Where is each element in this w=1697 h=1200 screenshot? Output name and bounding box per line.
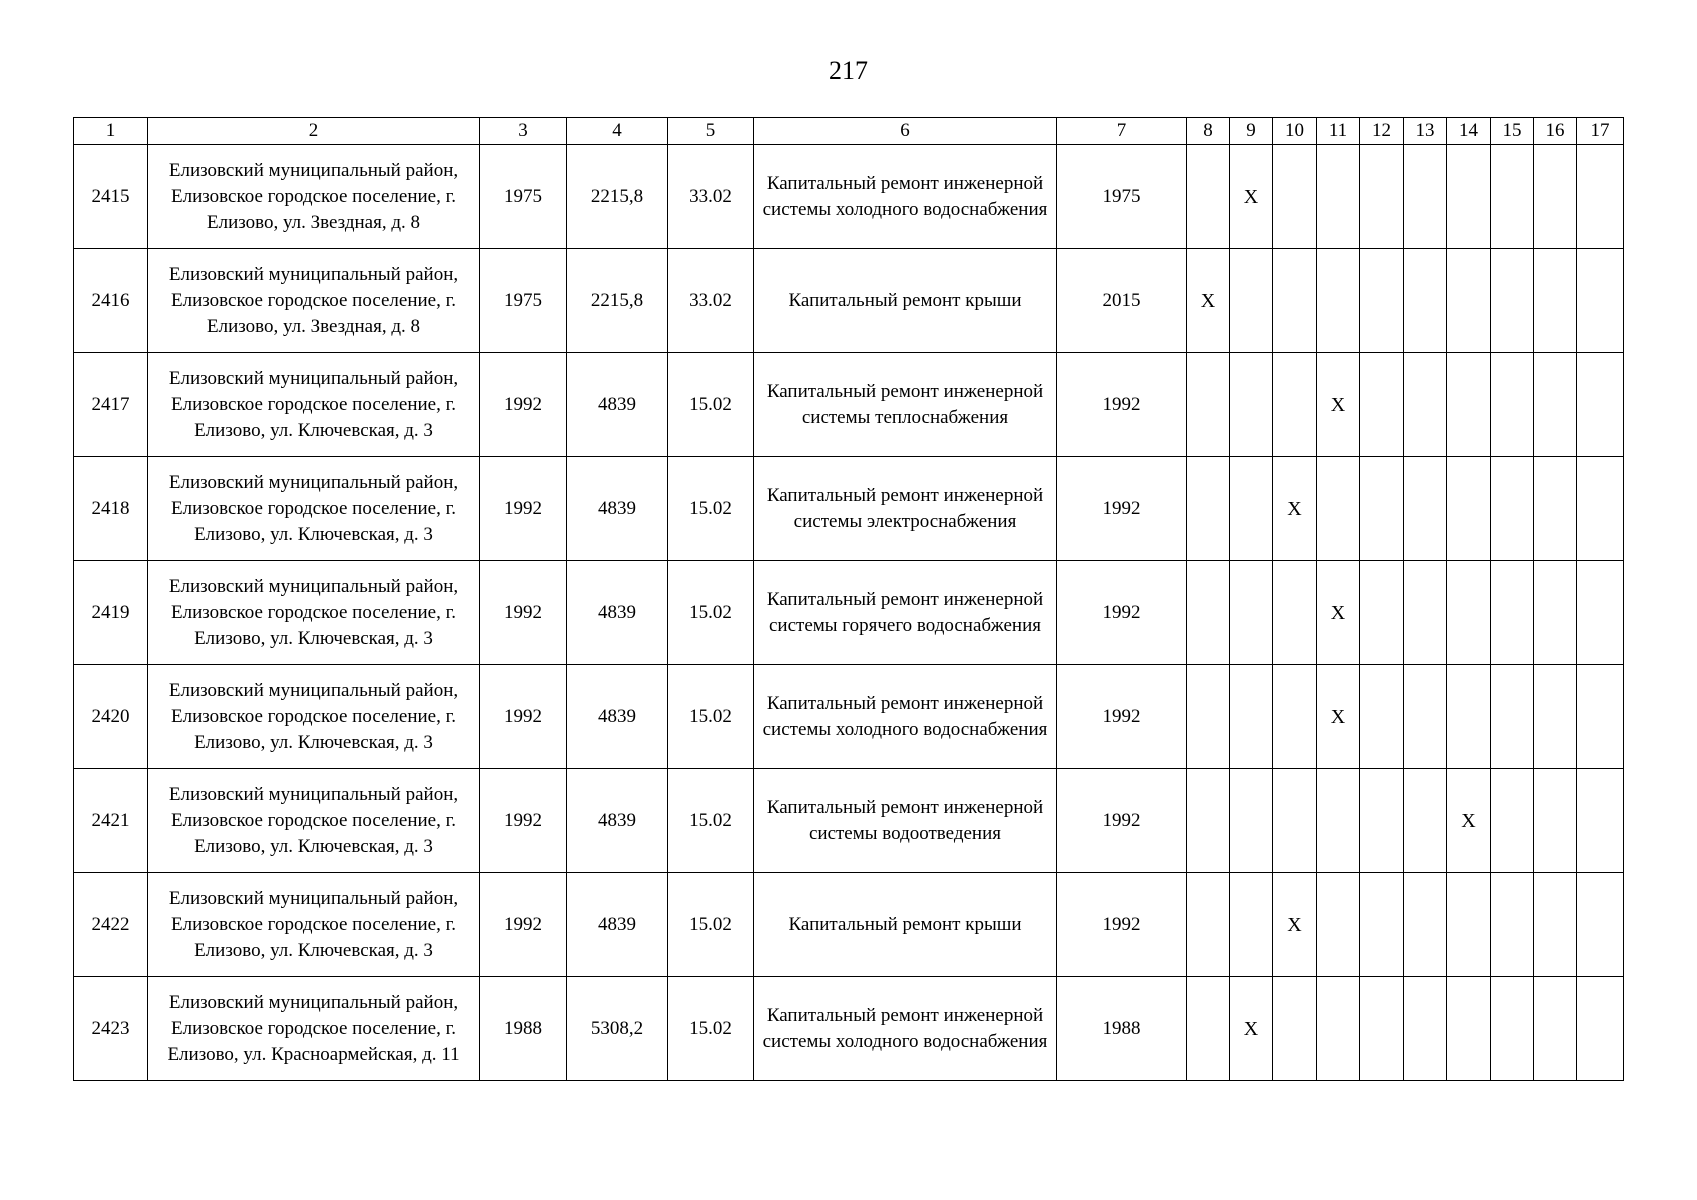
year-built-cell: 1992 xyxy=(480,665,567,769)
work-year-cell: 1992 xyxy=(1057,353,1187,457)
column-header: 10 xyxy=(1273,118,1317,145)
table-row xyxy=(74,249,1624,353)
mark-cell xyxy=(1491,561,1534,665)
mark-cell xyxy=(1577,561,1624,665)
work-year-cell: 1992 xyxy=(1057,561,1187,665)
mark-cell xyxy=(1273,249,1317,353)
work-year-cell: 1992 xyxy=(1057,665,1187,769)
address-cell: Елизовский муниципальный район, Елизовское городское поселение, г. Елизово, ул. Звездная, д. 8 xyxy=(148,145,480,249)
mark-cell xyxy=(1404,249,1447,353)
mark-cell: X xyxy=(1187,249,1230,353)
page-number: 217 xyxy=(829,56,868,85)
address-cell: Елизовский муниципальный район, Елизовское городское поселение, г. Елизово, ул. Красноармейская, д. 11 xyxy=(148,977,480,1081)
table-row xyxy=(74,977,1624,1081)
row-id-cell: 2418 xyxy=(74,457,148,561)
column-header: 5 xyxy=(668,118,754,145)
mark-cell xyxy=(1491,977,1534,1081)
mark-cell xyxy=(1360,353,1404,457)
code-cell: 15.02 xyxy=(668,457,754,561)
area-cell: 4839 xyxy=(567,561,668,665)
mark-cell xyxy=(1317,249,1360,353)
code-cell: 33.02 xyxy=(668,249,754,353)
mark-cell xyxy=(1360,561,1404,665)
mark-cell xyxy=(1360,249,1404,353)
work-type-cell: Капитальный ремонт крыши xyxy=(754,249,1057,353)
column-header: 16 xyxy=(1534,118,1577,145)
mark-cell xyxy=(1317,977,1360,1081)
work-type-cell: Капитальный ремонт инженерной системы электроснабжения xyxy=(754,457,1057,561)
mark-cell xyxy=(1404,977,1447,1081)
mark-cell xyxy=(1404,665,1447,769)
mark-cell xyxy=(1534,145,1577,249)
work-year-cell: 1992 xyxy=(1057,457,1187,561)
mark-cell xyxy=(1230,769,1273,873)
address-cell: Елизовский муниципальный район, Елизовское городское поселение, г. Елизово, ул. Ключевская, д. 3 xyxy=(148,873,480,977)
area-cell: 2215,8 xyxy=(567,145,668,249)
mark-cell xyxy=(1360,457,1404,561)
mark-cell xyxy=(1447,977,1491,1081)
work-year-cell: 1975 xyxy=(1057,145,1187,249)
mark-cell xyxy=(1187,353,1230,457)
mark-cell: X xyxy=(1317,665,1360,769)
mark-cell xyxy=(1534,249,1577,353)
table-row xyxy=(74,561,1624,665)
mark-cell xyxy=(1273,977,1317,1081)
mark-cell xyxy=(1577,145,1624,249)
row-id-cell: 2419 xyxy=(74,561,148,665)
code-cell: 15.02 xyxy=(668,353,754,457)
address-cell: Елизовский муниципальный район, Елизовское городское поселение, г. Елизово, ул. Звездная, д. 8 xyxy=(148,249,480,353)
work-type-cell: Капитальный ремонт инженерной системы теплоснабжения xyxy=(754,353,1057,457)
table-row xyxy=(74,873,1624,977)
column-header: 6 xyxy=(754,118,1057,145)
column-header: 13 xyxy=(1404,118,1447,145)
repair-register-table xyxy=(73,117,1624,1081)
mark-cell xyxy=(1447,353,1491,457)
row-id-cell: 2421 xyxy=(74,769,148,873)
work-year-cell: 1992 xyxy=(1057,769,1187,873)
mark-cell xyxy=(1273,561,1317,665)
mark-cell xyxy=(1491,665,1534,769)
mark-cell xyxy=(1360,873,1404,977)
column-header: 1 xyxy=(74,118,148,145)
mark-cell xyxy=(1577,457,1624,561)
mark-cell xyxy=(1404,561,1447,665)
mark-cell xyxy=(1447,249,1491,353)
column-header: 14 xyxy=(1447,118,1491,145)
work-type-cell: Капитальный ремонт инженерной системы водоотведения xyxy=(754,769,1057,873)
mark-cell xyxy=(1360,977,1404,1081)
mark-cell xyxy=(1491,145,1534,249)
mark-cell xyxy=(1230,249,1273,353)
row-id-cell: 2415 xyxy=(74,145,148,249)
work-year-cell: 1992 xyxy=(1057,873,1187,977)
mark-cell xyxy=(1360,665,1404,769)
code-cell: 33.02 xyxy=(668,145,754,249)
mark-cell xyxy=(1534,561,1577,665)
column-header: 11 xyxy=(1317,118,1360,145)
mark-cell: X xyxy=(1273,873,1317,977)
mark-cell xyxy=(1534,353,1577,457)
mark-cell xyxy=(1187,665,1230,769)
year-built-cell: 1992 xyxy=(480,457,567,561)
mark-cell xyxy=(1404,873,1447,977)
mark-cell xyxy=(1187,873,1230,977)
work-type-cell: Капитальный ремонт крыши xyxy=(754,873,1057,977)
mark-cell xyxy=(1447,145,1491,249)
mark-cell xyxy=(1577,249,1624,353)
work-type-cell: Капитальный ремонт инженерной системы холодного водоснабжения xyxy=(754,145,1057,249)
mark-cell xyxy=(1404,145,1447,249)
mark-cell xyxy=(1404,769,1447,873)
mark-cell: X xyxy=(1273,457,1317,561)
address-cell: Елизовский муниципальный район, Елизовское городское поселение, г. Елизово, ул. Ключевская, д. 3 xyxy=(148,665,480,769)
column-header: 8 xyxy=(1187,118,1230,145)
column-header: 4 xyxy=(567,118,668,145)
mark-cell xyxy=(1317,145,1360,249)
table-row xyxy=(74,665,1624,769)
mark-cell xyxy=(1447,457,1491,561)
mark-cell xyxy=(1273,769,1317,873)
mark-cell xyxy=(1317,769,1360,873)
mark-cell xyxy=(1491,353,1534,457)
mark-cell xyxy=(1534,977,1577,1081)
mark-cell xyxy=(1491,769,1534,873)
address-cell: Елизовский муниципальный район, Елизовское городское поселение, г. Елизово, ул. Ключевская, д. 3 xyxy=(148,457,480,561)
column-header: 12 xyxy=(1360,118,1404,145)
mark-cell: X xyxy=(1230,977,1273,1081)
area-cell: 4839 xyxy=(567,665,668,769)
mark-cell xyxy=(1491,873,1534,977)
mark-cell xyxy=(1447,561,1491,665)
mark-cell xyxy=(1447,665,1491,769)
mark-cell: X xyxy=(1447,769,1491,873)
mark-cell xyxy=(1187,457,1230,561)
mark-cell xyxy=(1230,665,1273,769)
work-type-cell: Капитальный ремонт инженерной системы горячего водоснабжения xyxy=(754,561,1057,665)
mark-cell xyxy=(1273,145,1317,249)
area-cell: 4839 xyxy=(567,769,668,873)
column-header: 7 xyxy=(1057,118,1187,145)
table-row xyxy=(74,457,1624,561)
mark-cell xyxy=(1360,145,1404,249)
mark-cell xyxy=(1534,873,1577,977)
mark-cell xyxy=(1273,353,1317,457)
code-cell: 15.02 xyxy=(668,977,754,1081)
column-number-header-row xyxy=(74,118,1624,145)
mark-cell xyxy=(1404,457,1447,561)
mark-cell xyxy=(1230,353,1273,457)
mark-cell xyxy=(1273,665,1317,769)
column-header: 3 xyxy=(480,118,567,145)
row-id-cell: 2417 xyxy=(74,353,148,457)
mark-cell xyxy=(1317,873,1360,977)
table-row xyxy=(74,145,1624,249)
mark-cell xyxy=(1317,457,1360,561)
mark-cell xyxy=(1534,457,1577,561)
code-cell: 15.02 xyxy=(668,873,754,977)
area-cell: 4839 xyxy=(567,457,668,561)
table-row xyxy=(74,769,1624,873)
table-body xyxy=(74,145,1624,1081)
mark-cell xyxy=(1577,665,1624,769)
column-header: 2 xyxy=(148,118,480,145)
row-id-cell: 2416 xyxy=(74,249,148,353)
mark-cell xyxy=(1187,561,1230,665)
column-header: 9 xyxy=(1230,118,1273,145)
mark-cell xyxy=(1577,353,1624,457)
code-cell: 15.02 xyxy=(668,769,754,873)
row-id-cell: 2420 xyxy=(74,665,148,769)
mark-cell: X xyxy=(1230,145,1273,249)
mark-cell: X xyxy=(1317,561,1360,665)
year-built-cell: 1992 xyxy=(480,769,567,873)
mark-cell xyxy=(1491,249,1534,353)
mark-cell xyxy=(1447,873,1491,977)
mark-cell xyxy=(1577,769,1624,873)
work-type-cell: Капитальный ремонт инженерной системы холодного водоснабжения xyxy=(754,665,1057,769)
mark-cell xyxy=(1230,561,1273,665)
year-built-cell: 1988 xyxy=(480,977,567,1081)
year-built-cell: 1992 xyxy=(480,353,567,457)
work-year-cell: 1988 xyxy=(1057,977,1187,1081)
address-cell: Елизовский муниципальный район, Елизовское городское поселение, г. Елизово, ул. Ключевская, д. 3 xyxy=(148,769,480,873)
row-id-cell: 2423 xyxy=(74,977,148,1081)
address-cell: Елизовский муниципальный район, Елизовское городское поселение, г. Елизово, ул. Ключевская, д. 3 xyxy=(148,561,480,665)
year-built-cell: 1992 xyxy=(480,873,567,977)
mark-cell xyxy=(1360,769,1404,873)
mark-cell xyxy=(1534,769,1577,873)
mark-cell xyxy=(1577,873,1624,977)
work-year-cell: 2015 xyxy=(1057,249,1187,353)
area-cell: 4839 xyxy=(567,353,668,457)
mark-cell xyxy=(1404,353,1447,457)
table-row xyxy=(74,353,1624,457)
area-cell: 2215,8 xyxy=(567,249,668,353)
year-built-cell: 1975 xyxy=(480,145,567,249)
address-cell: Елизовский муниципальный район, Елизовское городское поселение, г. Елизово, ул. Ключевская, д. 3 xyxy=(148,353,480,457)
column-header: 17 xyxy=(1577,118,1624,145)
area-cell: 5308,2 xyxy=(567,977,668,1081)
year-built-cell: 1975 xyxy=(480,249,567,353)
mark-cell xyxy=(1187,769,1230,873)
column-header: 15 xyxy=(1491,118,1534,145)
code-cell: 15.02 xyxy=(668,561,754,665)
area-cell: 4839 xyxy=(567,873,668,977)
mark-cell xyxy=(1187,145,1230,249)
mark-cell xyxy=(1491,457,1534,561)
code-cell: 15.02 xyxy=(668,665,754,769)
mark-cell xyxy=(1230,873,1273,977)
year-built-cell: 1992 xyxy=(480,561,567,665)
mark-cell: X xyxy=(1317,353,1360,457)
mark-cell xyxy=(1230,457,1273,561)
row-id-cell: 2422 xyxy=(74,873,148,977)
mark-cell xyxy=(1187,977,1230,1081)
mark-cell xyxy=(1534,665,1577,769)
work-type-cell: Капитальный ремонт инженерной системы холодного водоснабжения xyxy=(754,977,1057,1081)
mark-cell xyxy=(1577,977,1624,1081)
